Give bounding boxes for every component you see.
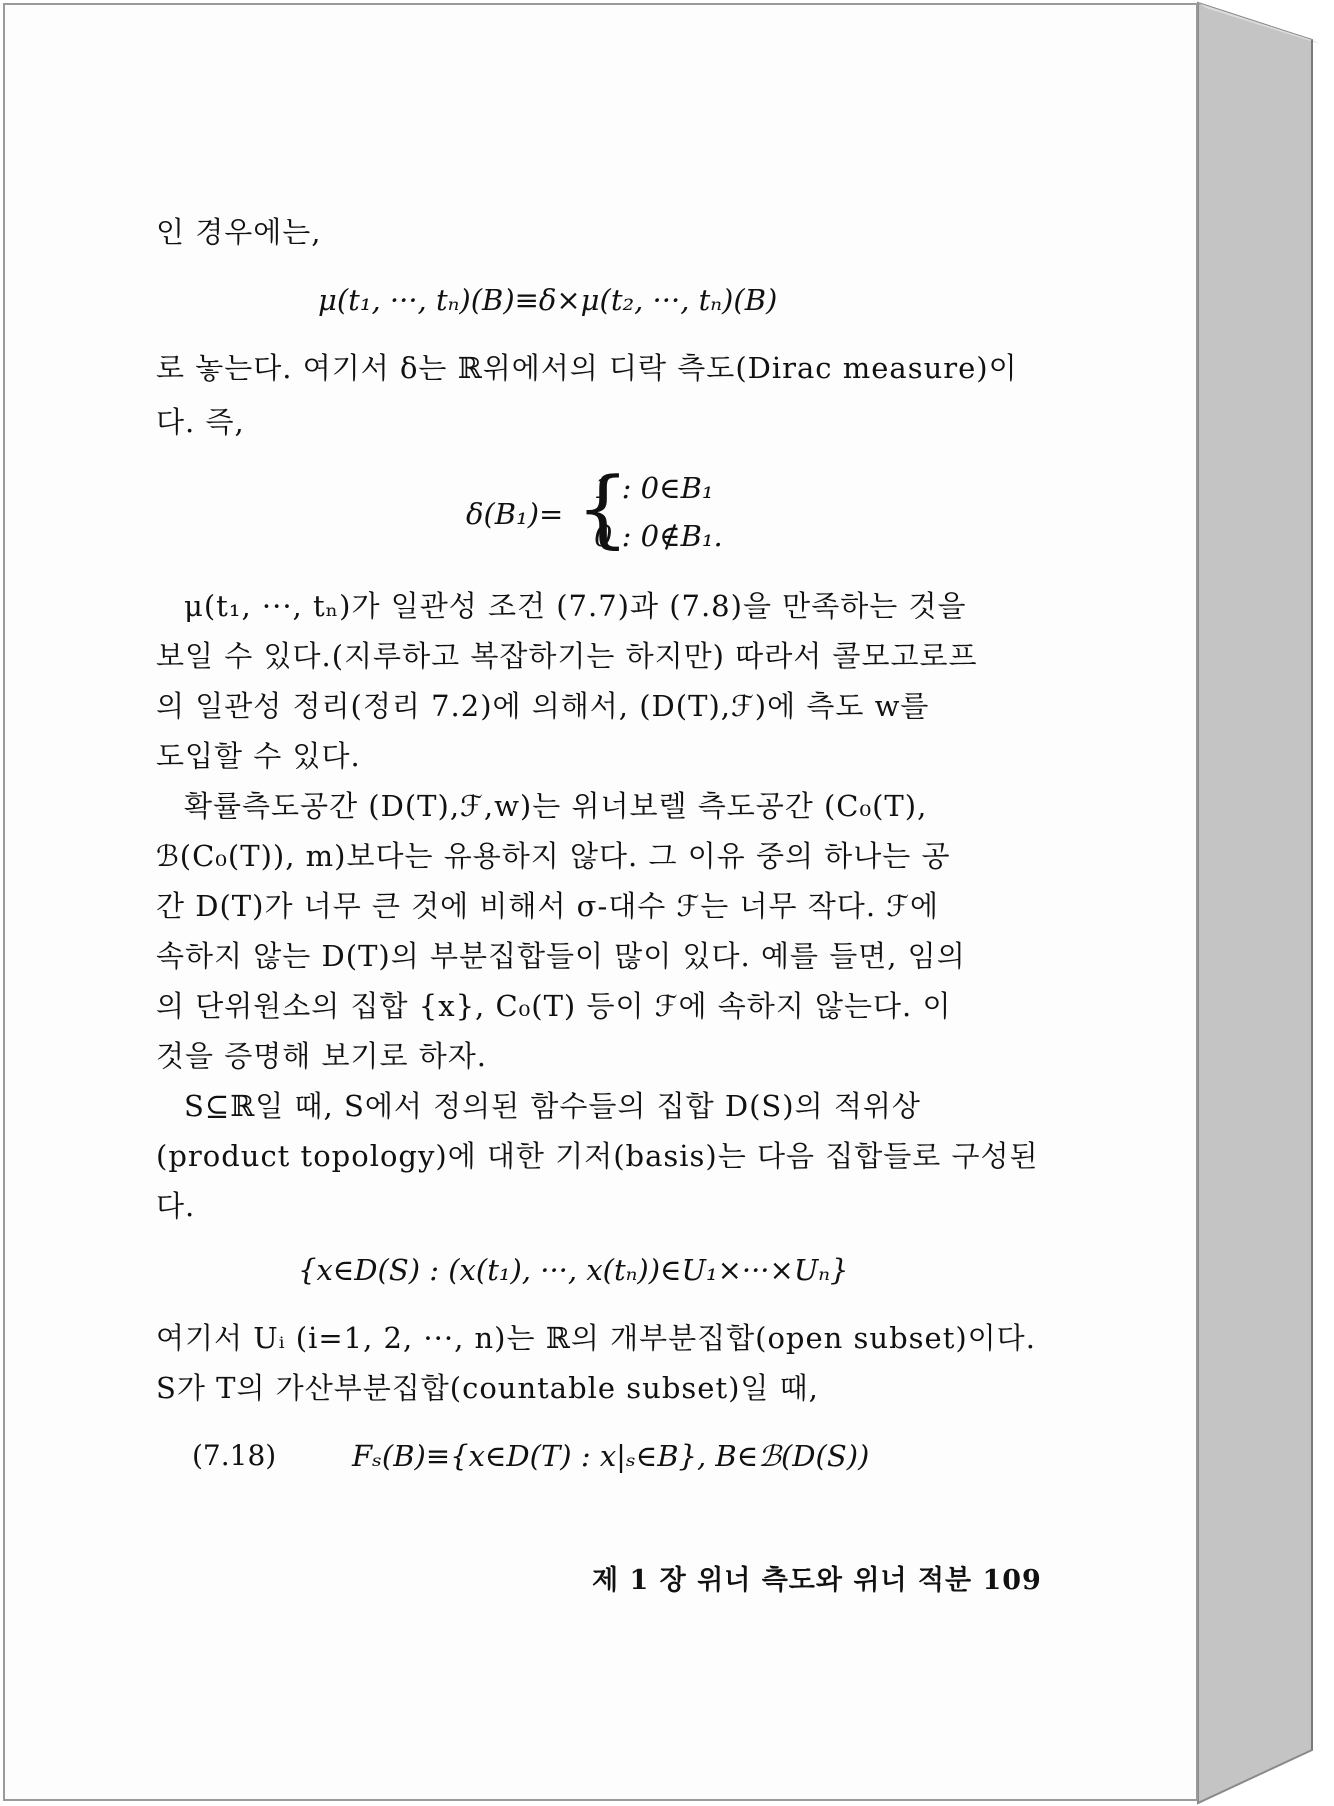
paragraph-line: 로 놓는다. 여기서 δ는 ℝ위에서의 디락 측도(Dirac measure)이 — [156, 351, 1018, 385]
paragraph-line: 간 D(T)가 너무 큰 것에 비해서 σ-대수 ℱ는 너무 작다. ℱ에 — [156, 889, 940, 923]
paragraph-line: 확률측도공간 (D(T),ℱ,w)는 위너보렐 측도공간 (C₀(T), — [184, 789, 928, 823]
equation-mu: μ(t₁, ···, tₙ)(B)≡δ×μ(t₂, ···, tₙ)(B) — [318, 283, 778, 317]
equation-number: (7.18) — [192, 1439, 277, 1472]
equation-basis-set: {x∈D(S) : (x(t₁), ···, x(tₙ))∈U₁×···×Uₙ} — [298, 1253, 849, 1287]
paragraph-line: 것을 증명해 보기로 하자. — [156, 1039, 488, 1073]
paragraph-line: S가 T의 가산부분집합(countable subset)일 때, — [156, 1371, 819, 1405]
paragraph-line: 여기서 Uᵢ (i=1, 2, ···, n)는 ℝ의 개부분집합(open subset)이다. — [156, 1321, 1036, 1355]
equation-case-2: 0 : 0∉B₁. — [594, 519, 723, 553]
equation-Fs: Fₛ(B)≡{x∈D(T) : x|ₛ∈B}, B∈ℬ(D(S)) — [352, 1439, 870, 1473]
equation-delta-lhs: δ(B₁)= — [466, 497, 564, 531]
paragraph-line: (product topology)에 대한 기저(basis)는 다음 집합들로 구성된 — [156, 1139, 1039, 1173]
paragraph-line: ℬ(C₀(T)), m)보다는 유용하지 않다. 그 이유 중의 하나는 공 — [156, 839, 951, 873]
paragraph-line: 의 일관성 정리(정리 7.2)에 의해서, (D(T),ℱ)에 측도 w를 — [156, 689, 930, 723]
paragraph-line: 도입할 수 있다. — [156, 739, 361, 773]
paragraph-line: 인 경우에는, — [156, 215, 322, 249]
equation-case-1: 1 : 0∈B₁ — [594, 471, 714, 505]
page-footer: 제 1 장 위너 측도와 위너 적분 109 — [592, 1565, 1042, 1596]
paragraph-line: μ(t₁, ···, tₙ)가 일관성 조건 (7.7)과 (7.8)을 만족하는 것을 — [184, 589, 967, 623]
paragraph-line: 보일 수 있다.(지루하고 복잡하기는 하지만) 따라서 콜모고로프 — [156, 639, 978, 673]
equation-brace: { — [576, 459, 630, 557]
paragraph-line: 다. — [156, 1189, 196, 1223]
paragraph-line: S⊆ℝ일 때, S에서 정의된 함수들의 집합 D(S)의 적위상 — [184, 1089, 921, 1123]
paragraph-line: 의 단위원소의 집합 {x}, C₀(T) 등이 ℱ에 속하지 않는다. 이 — [156, 989, 952, 1023]
paragraph-line: 속하지 않는 D(T)의 부분집합들이 많이 있다. 예를 들면, 임의 — [156, 939, 966, 973]
paragraph-line: 다. 즉, — [156, 405, 245, 439]
